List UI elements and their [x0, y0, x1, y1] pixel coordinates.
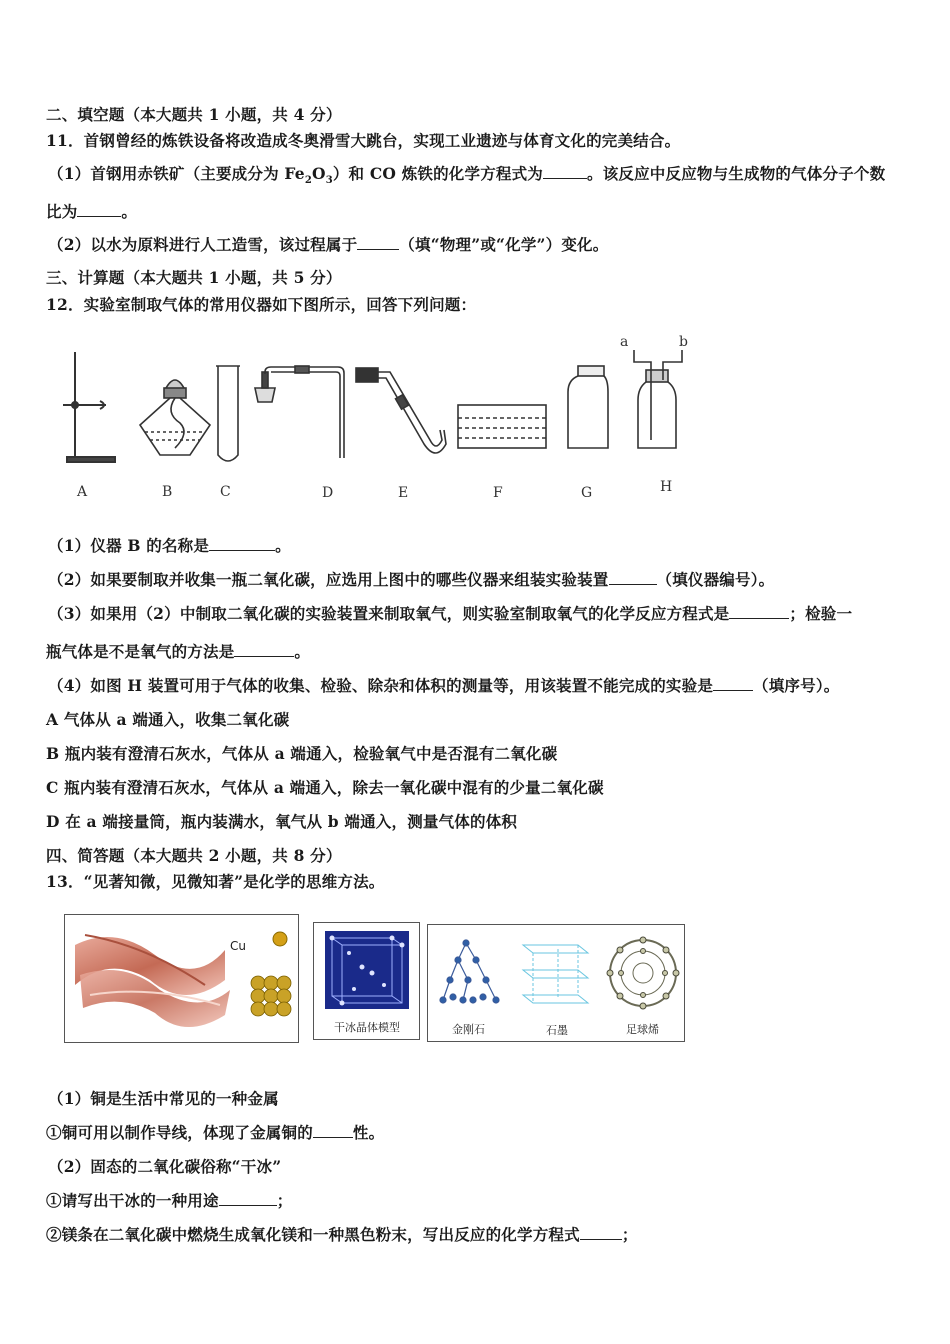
q12-option-b: B 瓶内装有澄清石灰水，气体从 a 端通入，检验氧气中是否混有二氧化碳	[46, 744, 558, 763]
q12-option-c: C 瓶内装有澄清石灰水，气体从 a 端通入，除去一氧化碳中混有的少量二氧化碳	[46, 778, 604, 797]
fullerene-icon	[607, 937, 679, 1009]
stopper-tube-icon	[255, 366, 344, 458]
label-C: C	[220, 484, 231, 500]
answer-blank[interactable]	[219, 1191, 277, 1206]
answer-blank[interactable]	[713, 676, 753, 691]
q12-stem: 12．实验室制取气体的常用仪器如下图所示，回答下列问题：	[46, 295, 477, 314]
q12-part4: （4）如图 H 装置可用于气体的收集、检验、除杂和体积的测量等，用该装置不能完成的实验是 （填序号）。	[48, 676, 840, 695]
q12-option-d: D 在 a 端接量筒，瓶内装满水，氧气从 b 端通入，测量气体的体积	[46, 812, 518, 831]
q13-part2-2: ②镁条在二氧化碳中燃烧生成氧化镁和一种黑色粉末，写出反应的化学方程式 ；	[46, 1225, 638, 1244]
label-E: E	[398, 485, 409, 501]
section4-heading: 四、简答题（本大题共 2 小题，共 8 分）	[46, 846, 342, 865]
section3-heading: 三、计算题（本大题共 1 小题，共 5 分）	[46, 268, 342, 287]
dryice-caption: 干冰晶体模型	[334, 1021, 400, 1034]
answer-blank[interactable]	[729, 604, 789, 619]
q13-stem: 13．“见著知微，见微知著”是化学的思维方法。	[46, 872, 385, 891]
label-B: B	[162, 484, 173, 500]
answer-blank[interactable]	[77, 202, 121, 217]
delivery-tube-icon	[356, 368, 446, 453]
label-D: D	[322, 485, 334, 501]
q11-part1: （1）首钢用赤铁矿（主要成分为 $Fe_2O_3$）和 CO 炼铁的化学方程式为 。该反应中反应物与生成物的气体分子个数	[48, 164, 886, 187]
answer-blank[interactable]	[580, 1225, 622, 1240]
q12-part1: （1）仪器 B 的名称是 。	[48, 536, 291, 555]
port-a-label: a	[620, 334, 629, 350]
gas-jar-icon	[568, 366, 608, 448]
wash-bottle-icon	[634, 350, 682, 448]
q11-stem: 11．首钢曾经的炼铁设备将改造成冬奥滑雪大跳台，实现工业遗迹与体育文化的完美结合。	[46, 131, 681, 150]
answer-blank[interactable]	[543, 164, 587, 179]
cu-label: Cu	[230, 939, 246, 953]
iron-stand-icon	[63, 352, 115, 462]
graphite-caption: 石墨	[546, 1024, 568, 1037]
apparatus-figure	[0, 330, 950, 530]
port-b-label: b	[679, 334, 688, 350]
diamond-structure-icon	[440, 940, 499, 1003]
graphite-structure-icon	[523, 945, 588, 1003]
q13-part1-1: ①铜可用以制作导线，体现了金属铜的 性。	[46, 1123, 385, 1142]
label-G: G	[581, 485, 593, 501]
q12-part3: （3）如果用（2）中制取二氧化碳的实验装置来制取氧气，则实验室制取氧气的化学反应方程式是 ；检验一	[48, 604, 853, 623]
answer-blank[interactable]	[234, 642, 294, 657]
q13-part2: （2）固态的二氧化碳俗称“干冰”	[48, 1157, 282, 1176]
test-tube-icon	[216, 366, 240, 461]
answer-blank[interactable]	[357, 235, 399, 250]
q12-option-a: A 气体从 a 端通入，收集二氧化碳	[46, 710, 290, 729]
q13-part2-1: ①请写出干冰的一种用途 ；	[46, 1191, 293, 1210]
alcohol-lamp-icon	[140, 380, 210, 455]
diamond-caption: 金刚石	[452, 1023, 485, 1036]
label-F: F	[493, 485, 503, 501]
fullerene-caption: 足球烯	[626, 1023, 659, 1036]
label-A: A	[77, 484, 88, 500]
copper-wire-icon	[65, 915, 298, 1042]
q13-part1: （1）铜是生活中常见的一种金属	[48, 1089, 279, 1108]
q11-part1-cont: 比为 。	[46, 202, 138, 221]
dryice-image-panel	[313, 922, 420, 1040]
answer-blank[interactable]	[609, 570, 657, 585]
q11-part2: （2）以水为原料进行人工造雪，该过程属于 （填“物理”或“化学”）变化。	[48, 235, 609, 254]
label-H: H	[660, 479, 673, 495]
q12-part3-cont: 瓶气体是不是氧气的方法是 。	[46, 642, 311, 661]
answer-blank[interactable]	[313, 1123, 353, 1138]
answer-blank[interactable]	[209, 536, 275, 551]
carbon-image-panel	[427, 924, 685, 1042]
water-trough-icon	[458, 405, 546, 448]
copper-image-panel	[64, 914, 299, 1043]
section2-heading: 二、填空题（本大题共 1 小题，共 4 分）	[46, 105, 342, 124]
q12-part2: （2）如果要制取并收集一瓶二氧化碳，应选用上图中的哪些仪器来组装实验装置 （填仪器编号）。	[48, 570, 775, 589]
